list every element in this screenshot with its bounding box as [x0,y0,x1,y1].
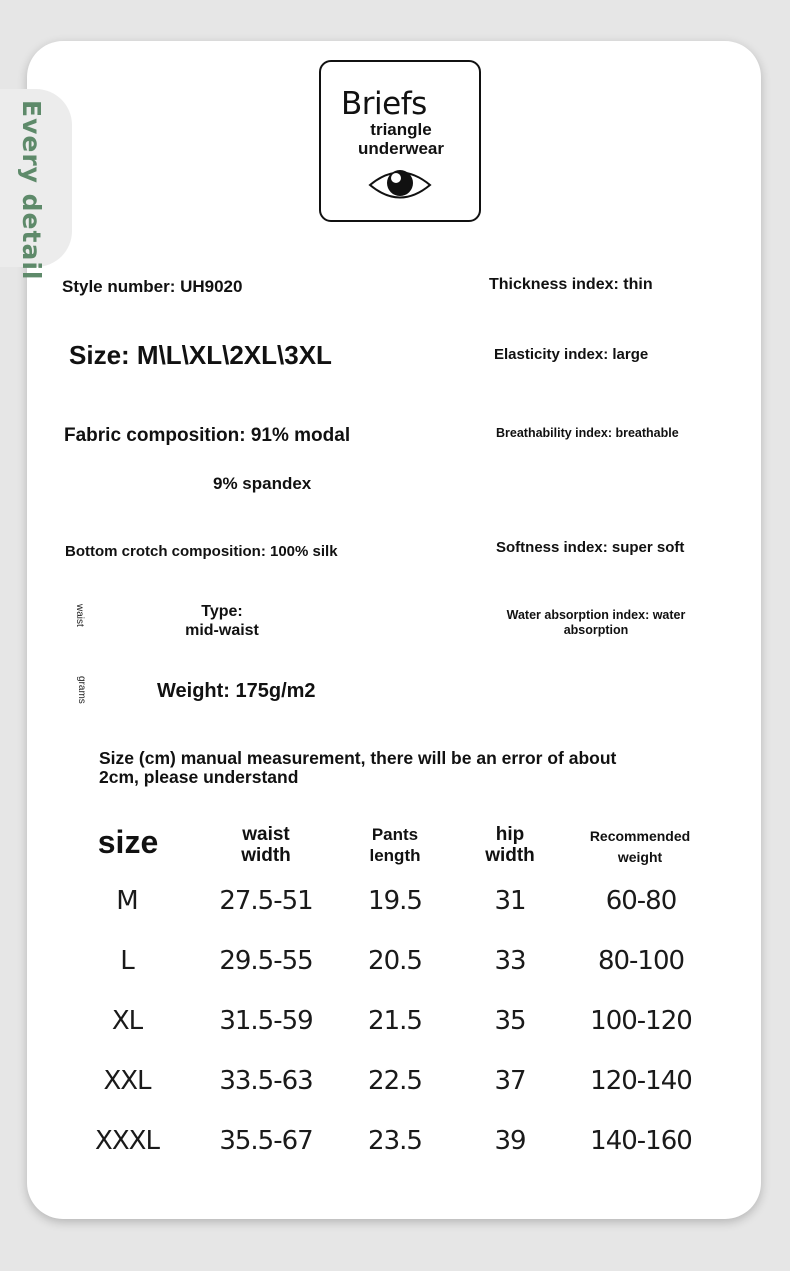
crotch-composition: Bottom crotch composition: 100% silk [65,543,338,560]
header-waist-width [210,824,322,866]
cell-hip-width: 33 [494,946,526,976]
logo-subtitle-line2: underwear [358,139,444,158]
logo-subtitle-line1: triangle [370,120,432,139]
side-tab-label: Every detail [17,100,46,281]
cell-pants-length: 23.5 [368,1126,422,1156]
type-value: mid-waist [185,622,259,639]
softness-index: Softness index: super soft [496,539,685,556]
cell-pants-length: 22.5 [368,1066,422,1096]
cell-pants-length: 21.5 [368,1006,422,1036]
cell-waist-width: 29.5-55 [219,946,313,976]
cell-waist-width: 31.5-59 [219,1006,313,1036]
cell-pants-length: 19.5 [368,886,422,916]
water-absorption-line1: Water absorption index: water [506,608,686,622]
cell-size: L [120,946,134,976]
cell-size: XXXL [95,1126,159,1156]
fabric-composition: Fabric composition: 91% modal [64,425,351,446]
cell-waist-width: 35.5-67 [219,1126,313,1156]
cell-size: M [116,886,138,916]
water-absorption-index [493,608,699,638]
header-recommended-weight-line1: Recommended [589,828,691,844]
cell-hip-width: 35 [494,1006,526,1036]
cell-hip-width: 31 [494,886,526,916]
logo-title: Briefs [341,86,427,122]
cell-hip-width: 39 [494,1126,526,1156]
header-waist-width-line2: width [241,845,291,866]
type-spec [162,602,282,640]
cell-size: XXL [103,1066,151,1096]
breathability-index: Breathability index: breathable [496,426,679,440]
logo-subtitle [321,120,481,158]
cell-recommended-weight: 120-140 [590,1066,692,1096]
water-absorption-line2: absorption [563,623,629,637]
header-hip-width-line1: hip [495,824,525,845]
header-hip-width [465,824,555,866]
type-label: Type: [201,603,243,620]
cell-waist-width: 27.5-51 [219,886,313,916]
cell-waist-width: 33.5-63 [219,1066,313,1096]
measurement-note-line2: 2cm, please understand [99,767,299,787]
cell-recommended-weight: 80-100 [597,946,685,976]
size-list: Size: M\L\XL\2XL\3XL [69,340,332,370]
measurement-note-line1: Size (cm) manual measurement, there will be an error of about [99,748,617,768]
header-recommended-weight [575,826,705,868]
cell-size: XL [111,1006,143,1036]
cell-recommended-weight: 140-160 [590,1126,692,1156]
elasticity-index: Elasticity index: large [494,346,649,363]
grams-tag: grams [76,676,87,704]
cell-pants-length: 20.5 [368,946,422,976]
thickness-index: Thickness index: thin [489,276,653,293]
cell-recommended-weight: 100-120 [590,1006,692,1036]
weight: Weight: 175g/m2 [157,680,316,702]
header-size: size [97,824,159,860]
logo-box [319,60,481,222]
cell-hip-width: 37 [494,1066,526,1096]
measurement-note [99,749,616,787]
header-hip-width-line2: width [485,845,535,866]
header-pants-length [345,824,445,866]
header-pants-length-line1: Pants [371,825,419,844]
fabric-composition-2: 9% spandex [213,474,312,493]
waist-tag: waist [74,604,85,627]
header-pants-length-line2: length [369,846,421,865]
header-waist-width-line1: waist [242,824,290,845]
header-recommended-weight-line2: weight [617,849,663,865]
style-number: Style number: UH9020 [62,277,243,296]
eye-icon [368,166,432,204]
cell-recommended-weight: 60-80 [605,886,677,916]
